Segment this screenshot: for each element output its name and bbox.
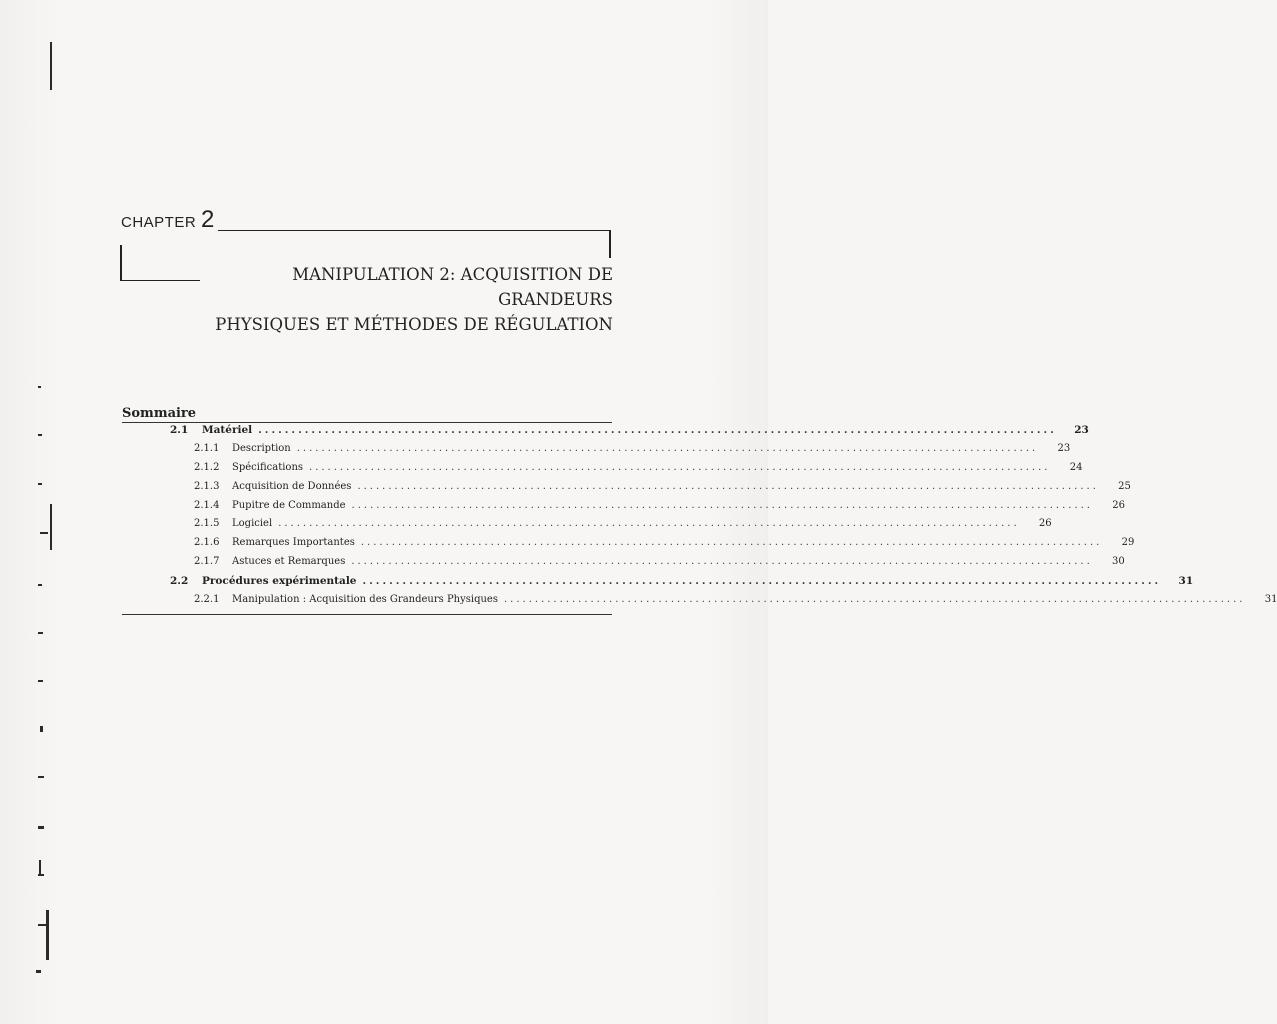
sommaire-top-rule: [122, 422, 612, 423]
toc-entry-page: 23: [1074, 424, 1089, 436]
toc-entry-number: 2.1.1: [194, 442, 220, 454]
sommaire-heading: Sommaire: [122, 406, 197, 421]
binding-mark: [38, 386, 41, 388]
toc-entry-number: 2.2.1: [194, 594, 220, 606]
toc-entry-title: Matériel: [202, 424, 253, 436]
toc-leader-dots: ........................................................................................................................: [309, 461, 1051, 473]
toc-leader-dots: ........................................................................................................................: [278, 518, 1020, 530]
toc-entry: [122, 424, 1089, 443]
binding-mark: [46, 910, 49, 960]
toc-entry-number: 2.1.7: [194, 556, 220, 568]
toc-leader-dots: ........................................................................................................................: [351, 556, 1093, 568]
chapter-title-line-1: MANIPULATION 2: ACQUISITION DE GRANDEURS: [292, 265, 613, 309]
toc-entry-title: Remarques Importantes: [232, 537, 355, 549]
toc-entry-title: Astuces et Remarques: [232, 556, 346, 568]
toc-entry-page: 31: [1264, 594, 1277, 606]
toc-entry-page: 23: [1057, 442, 1071, 454]
toc-entry-number: 2.2: [170, 575, 189, 588]
toc-leader-dots: ........................................................................................................................: [360, 537, 1103, 549]
toc-entry-page: 31: [1178, 575, 1194, 588]
toc-leader-dots: ........................................................................................................................: [296, 442, 1039, 454]
chapter-title: [183, 262, 613, 337]
binding-mark: [38, 584, 42, 586]
toc-entry-title: Spécifications: [232, 461, 304, 473]
toc-entry: [122, 461, 1083, 481]
chapter-top-rule: [218, 230, 611, 231]
toc-entry-page: 24: [1069, 461, 1083, 473]
toc-entry: [122, 594, 1277, 613]
binding-mark: [40, 726, 43, 732]
toc-entry-number: 2.1.4: [194, 499, 220, 511]
chapter-number: 2: [201, 206, 215, 233]
toc-leader-dots: ........................................................................................................................: [351, 499, 1093, 511]
toc-entry-number: 2.1.6: [194, 537, 220, 549]
binding-mark: [38, 483, 42, 485]
toc-entry-title: Procédures expérimentale: [202, 575, 357, 588]
toc-entry: [122, 442, 1071, 462]
binding-mark: [38, 924, 47, 926]
toc-entry-title: Pupitre de Commande: [232, 499, 346, 511]
toc-entry: [122, 499, 1125, 519]
table-of-contents: [122, 424, 1277, 613]
chapter-left-bracket: [120, 245, 122, 281]
toc-entry: [122, 556, 1125, 575]
toc-entry-title: Description: [232, 442, 291, 454]
chapter-label: CHAPTER: [121, 214, 197, 231]
toc-entry-number: 2.1.5: [194, 518, 220, 530]
binding-mark: [38, 874, 44, 876]
binding-mark: [38, 826, 44, 829]
toc-leader-dots: ........................................................................................................................: [504, 594, 1246, 606]
toc-entry-page: 30: [1112, 556, 1125, 568]
toc-entry-page: 29: [1121, 537, 1135, 549]
toc-entry-page: 26: [1038, 518, 1052, 530]
toc-entry-title: Manipulation : Acquisition des Grandeurs Physiques: [232, 594, 498, 606]
binding-mark: [38, 632, 43, 634]
toc-leader-dots: ........................................................................................................................: [362, 575, 1162, 588]
binding-mark: [40, 532, 48, 534]
binding-mark: [38, 680, 43, 682]
toc-entry-number: 2.1.2: [194, 461, 220, 473]
toc-entry: [122, 480, 1131, 500]
toc-entry: [122, 575, 1194, 594]
toc-entry-page: 25: [1118, 480, 1131, 492]
toc-entry: [122, 518, 1052, 537]
chapter-right-bracket: [609, 230, 611, 258]
binding-mark: [36, 970, 41, 973]
toc-leader-dots: ........................................................................................................................: [258, 424, 1057, 436]
sommaire-bottom-rule: [122, 614, 612, 615]
toc-entry-title: Acquisition de Données: [232, 480, 352, 492]
binding-mark: [50, 42, 52, 90]
toc-entry-number: 2.1: [170, 424, 189, 436]
toc-entry: [122, 537, 1135, 556]
toc-entry-number: 2.1.3: [194, 480, 220, 492]
toc-leader-dots: ........................................................................................................................: [357, 480, 1099, 492]
binding-mark: [38, 434, 42, 436]
binding-mark: [38, 776, 44, 778]
toc-entry-title: Logiciel: [232, 518, 273, 530]
chapter-title-line-2: PHYSIQUES ET MÉTHODES DE RÉGULATION: [215, 315, 613, 334]
binding-mark: [50, 504, 52, 550]
toc-entry-page: 26: [1112, 499, 1125, 511]
